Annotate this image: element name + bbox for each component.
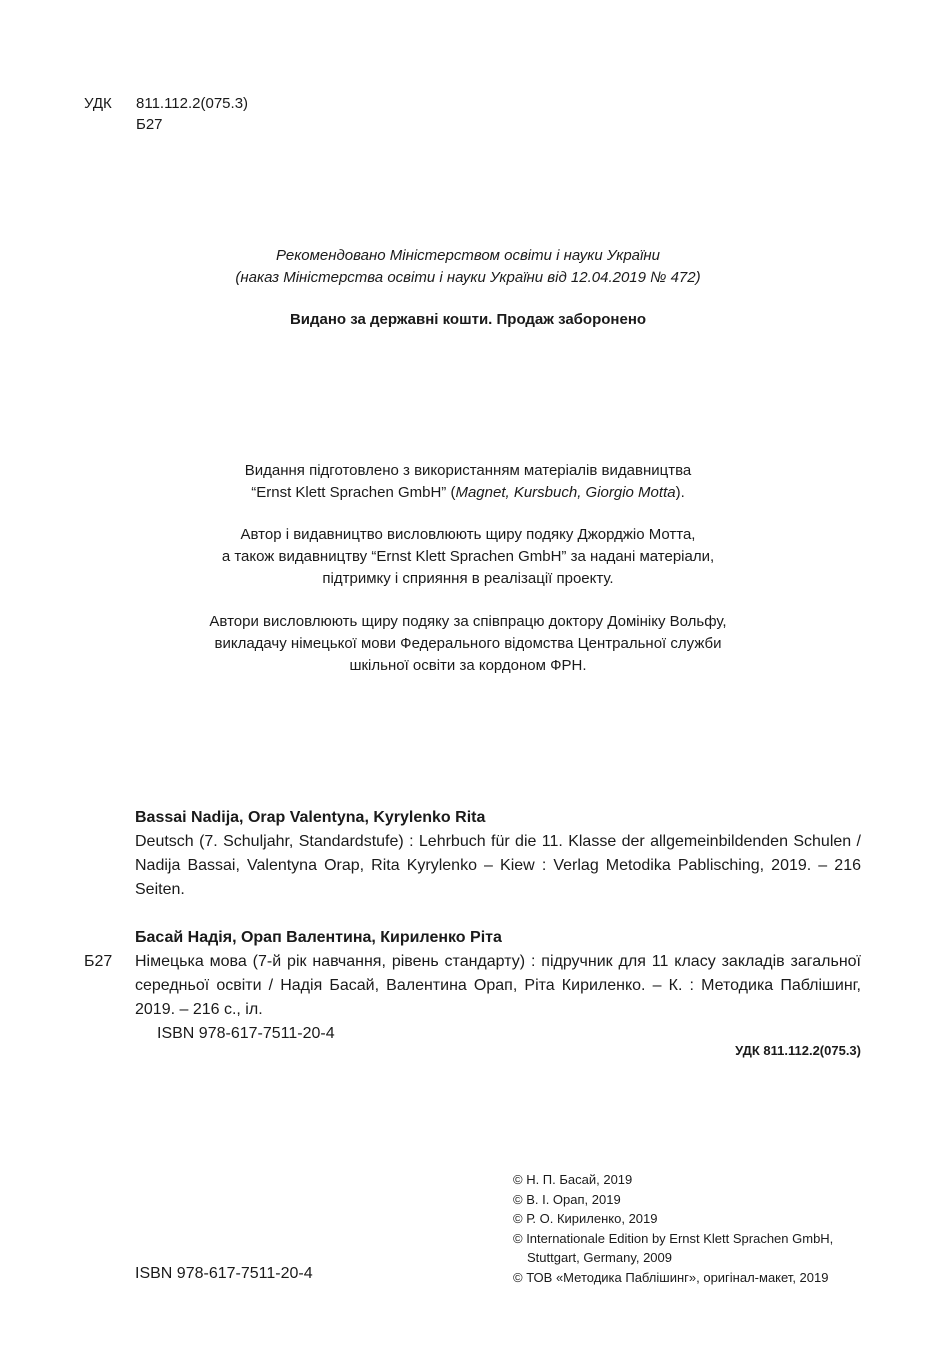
bibliography-mark: Б27: [84, 953, 113, 970]
ministry-recommendation: [0, 245, 936, 289]
copyright-list: [513, 1170, 843, 1287]
acknowledgement-publisher: Автор і видавництво висловлюють щиру подяку Джорджіо Мотта, а також видавництву “Ernst Klett Sprachen GmbH” за надані матеріали, підтримку і сприяння в реалізації проекту.: [221, 526, 715, 587]
recommendation-line-1: Рекомендовано Міністерством освіти і науки України: [276, 247, 660, 264]
preparation-note: [0, 460, 936, 504]
copyright-line: © ТОВ «Методика Паблішинг», оригінал-макет, 2019: [513, 1269, 829, 1285]
copyright-line: © В. І. Орап, 2019: [513, 1191, 621, 1207]
preparation-line-1: Видання підготовлено з використанням матеріалів видавництва: [244, 462, 692, 479]
udk-label: УДК: [84, 95, 112, 112]
acknowledgement-consultant: Автори висловлюють щиру подяку за співпрацю доктору Домініку Вольфу, викладачу німецької мови Федерального відомства Центральної служби шкільної освіти за кордоном ФРН.: [209, 613, 727, 674]
bibliography-isbn: ISBN 978-617-7511-20-4: [157, 1025, 335, 1042]
preparation-line-2: “Ernst Klett Sprachen GmbH” (Magnet, Kursbuch, Giorgio Motta).: [251, 484, 685, 501]
recommendation-line-2: (наказ Міністерства освіти і науки України від 12.04.2019 № 472): [235, 269, 701, 286]
source-titles: Magnet, Kursbuch, Giorgio Motta: [455, 484, 676, 501]
bibliography-ukrainian: [135, 926, 861, 1046]
bibliography-de-description: Deutsch (7. Schuljahr, Standardstufe) : Lehrbuch für die 11. Klasse der allgemeinbildenden Schulen / Nadija Bassai, Valentyna Orap, Rita Kyrylenko – Kiew : Verlag Metodika Pablisching, 2019. – 216 Seiten.: [135, 833, 861, 898]
udk-block: [84, 93, 248, 135]
udk-code: 811.112.2(075.3): [136, 95, 249, 112]
bibliography-ua-description: Німецька мова (7-й рік навчання, рівень стандарту) : підручник для 11 класу закладів загальної середньої освіти / Надія Басай, Валентина Орап, Ріта Кириленко. – К. : Методика Паблішинг, 2019. – 216 с., іл.: [135, 953, 861, 1018]
isbn-bottom: ISBN 978-617-7511-20-4: [135, 1265, 313, 1282]
udk-classification-right: УДК 811.112.2(075.3): [735, 1043, 861, 1058]
free-distribution-notice: Видано за державні кошти. Продаж заборонено: [289, 311, 647, 328]
author-mark: Б27: [136, 116, 163, 133]
bibliography-ua-authors: Басай Надія, Орап Валентина, Кириленко Ріта: [135, 929, 502, 946]
bibliography-german: [135, 806, 861, 902]
copyright-line: © Н. П. Басай, 2019: [513, 1172, 633, 1187]
bibliography-de-authors: Bassai Nadija, Orap Valentyna, Kyrylenko Rita: [135, 809, 486, 826]
copyright-line: © Р. О. Кириленко, 2019: [513, 1211, 658, 1226]
copyright-line: © Internationale Edition by Ernst Klett Sprachen GmbH, Stuttgart, Germany, 2009: [513, 1230, 834, 1265]
